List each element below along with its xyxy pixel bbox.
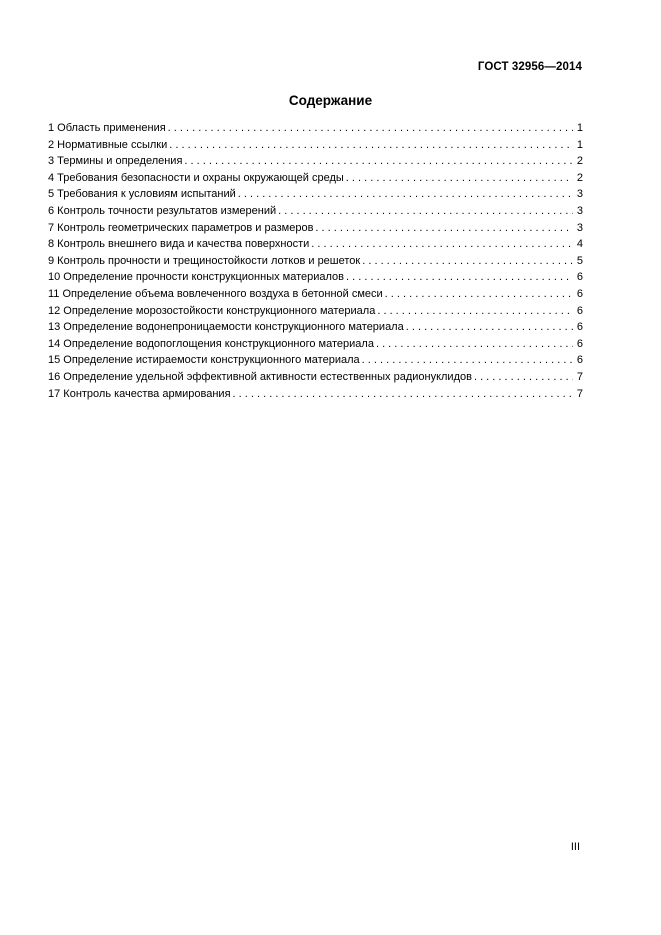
toc-item-text: 9 Контроль прочности и трещиностойкости лотков и решеток xyxy=(48,254,361,267)
toc-dot-leader xyxy=(362,352,573,369)
toc-dot-leader xyxy=(406,319,573,336)
toc-item-page: 5 xyxy=(576,254,583,267)
toc-item-16[interactable] xyxy=(48,369,583,386)
toc-item-12[interactable] xyxy=(48,303,583,320)
toc-dot-leader xyxy=(474,369,573,386)
toc-dot-leader xyxy=(385,286,573,303)
toc-item-text: 12 Определение морозостойкости конструкционного материала xyxy=(48,304,376,317)
toc-item-text: 11 Определение объема вовлеченного воздуха в бетонной смеси xyxy=(48,287,383,300)
toc-item-3[interactable] xyxy=(48,153,583,170)
toc-item-text: 8 Контроль внешнего вида и качества поверхности xyxy=(48,238,310,251)
toc-item-page: 3 xyxy=(576,204,583,217)
toc-item-text: 17 Контроль качества армирования xyxy=(48,387,231,400)
toc-item-6[interactable] xyxy=(48,203,583,220)
toc-item-text: 4 Требования безопасности и охраны окружающей среды xyxy=(48,171,344,184)
toc-item-4[interactable] xyxy=(48,170,583,187)
toc-item-10[interactable] xyxy=(48,269,583,286)
toc-item-page: 6 xyxy=(576,304,583,317)
toc-item-text: 2 Нормативные ссылки xyxy=(48,138,168,151)
toc-item-page: 6 xyxy=(576,287,583,300)
toc-item-text: 15 Определение истираемости конструкционного материала xyxy=(48,354,360,367)
toc-dot-leader xyxy=(168,120,573,137)
toc-item-8[interactable] xyxy=(48,236,583,253)
table-of-contents xyxy=(48,120,583,402)
toc-item-page: 7 xyxy=(576,370,583,383)
toc-dot-leader xyxy=(184,153,573,170)
toc-item-page: 1 xyxy=(576,122,583,134)
toc-dot-leader xyxy=(233,386,573,403)
page-number: III xyxy=(570,841,580,853)
toc-item-page: 3 xyxy=(576,221,583,234)
toc-item-text: 10 Определение прочности конструкционных материалов xyxy=(48,271,345,284)
toc-title: Содержание xyxy=(288,93,373,108)
toc-item-text: 7 Контроль геометрических параметров и размеров xyxy=(48,221,314,234)
toc-item-11[interactable] xyxy=(48,286,583,303)
toc-item-page: 2 xyxy=(576,155,583,168)
toc-dot-leader xyxy=(377,303,573,320)
toc-item-page: 2 xyxy=(576,171,583,184)
toc-item-page: 6 xyxy=(576,321,583,334)
toc-item-2[interactable] xyxy=(48,137,583,154)
toc-dot-leader xyxy=(346,269,573,286)
toc-item-text: 14 Определение водопоглощения конструкционного материала xyxy=(48,337,374,350)
toc-item-text: 6 Контроль точности результатов измерений xyxy=(48,204,277,217)
toc-dot-leader xyxy=(346,170,573,187)
toc-item-17[interactable] xyxy=(48,386,583,403)
toc-item-text: 3 Термины и определения xyxy=(48,155,183,168)
toc-item-page: 6 xyxy=(576,354,583,367)
toc-item-page: 1 xyxy=(576,138,583,151)
toc-item-9[interactable] xyxy=(48,253,583,270)
toc-item-1[interactable] xyxy=(48,120,583,137)
toc-item-text: 5 Требования к условиям испытаний xyxy=(48,188,236,201)
toc-item-5[interactable] xyxy=(48,186,583,203)
toc-dot-leader xyxy=(376,336,573,353)
toc-item-text: 16 Определение удельной эффективной активности естественных радионуклидов xyxy=(48,370,472,383)
toc-item-text: 13 Определение водонепроницаемости конструкционного материала xyxy=(48,321,404,334)
toc-item-page: 6 xyxy=(576,271,583,284)
toc-item-15[interactable] xyxy=(48,352,583,369)
toc-item-text: 1 Область применения xyxy=(48,122,166,134)
toc-dot-leader xyxy=(238,186,573,203)
document-code: ГОСТ 32956—2014 xyxy=(477,61,582,73)
toc-dot-leader xyxy=(315,220,573,237)
toc-dot-leader xyxy=(278,203,573,220)
toc-item-14[interactable] xyxy=(48,336,583,353)
toc-item-page: 6 xyxy=(576,337,583,350)
toc-dot-leader xyxy=(169,137,573,154)
toc-item-page: 4 xyxy=(576,238,583,251)
toc-item-page: 7 xyxy=(576,387,583,400)
toc-item-page: 3 xyxy=(576,188,583,201)
toc-item-13[interactable] xyxy=(48,319,583,336)
toc-dot-leader xyxy=(362,253,573,270)
toc-dot-leader xyxy=(311,236,573,253)
toc-item-7[interactable] xyxy=(48,220,583,237)
